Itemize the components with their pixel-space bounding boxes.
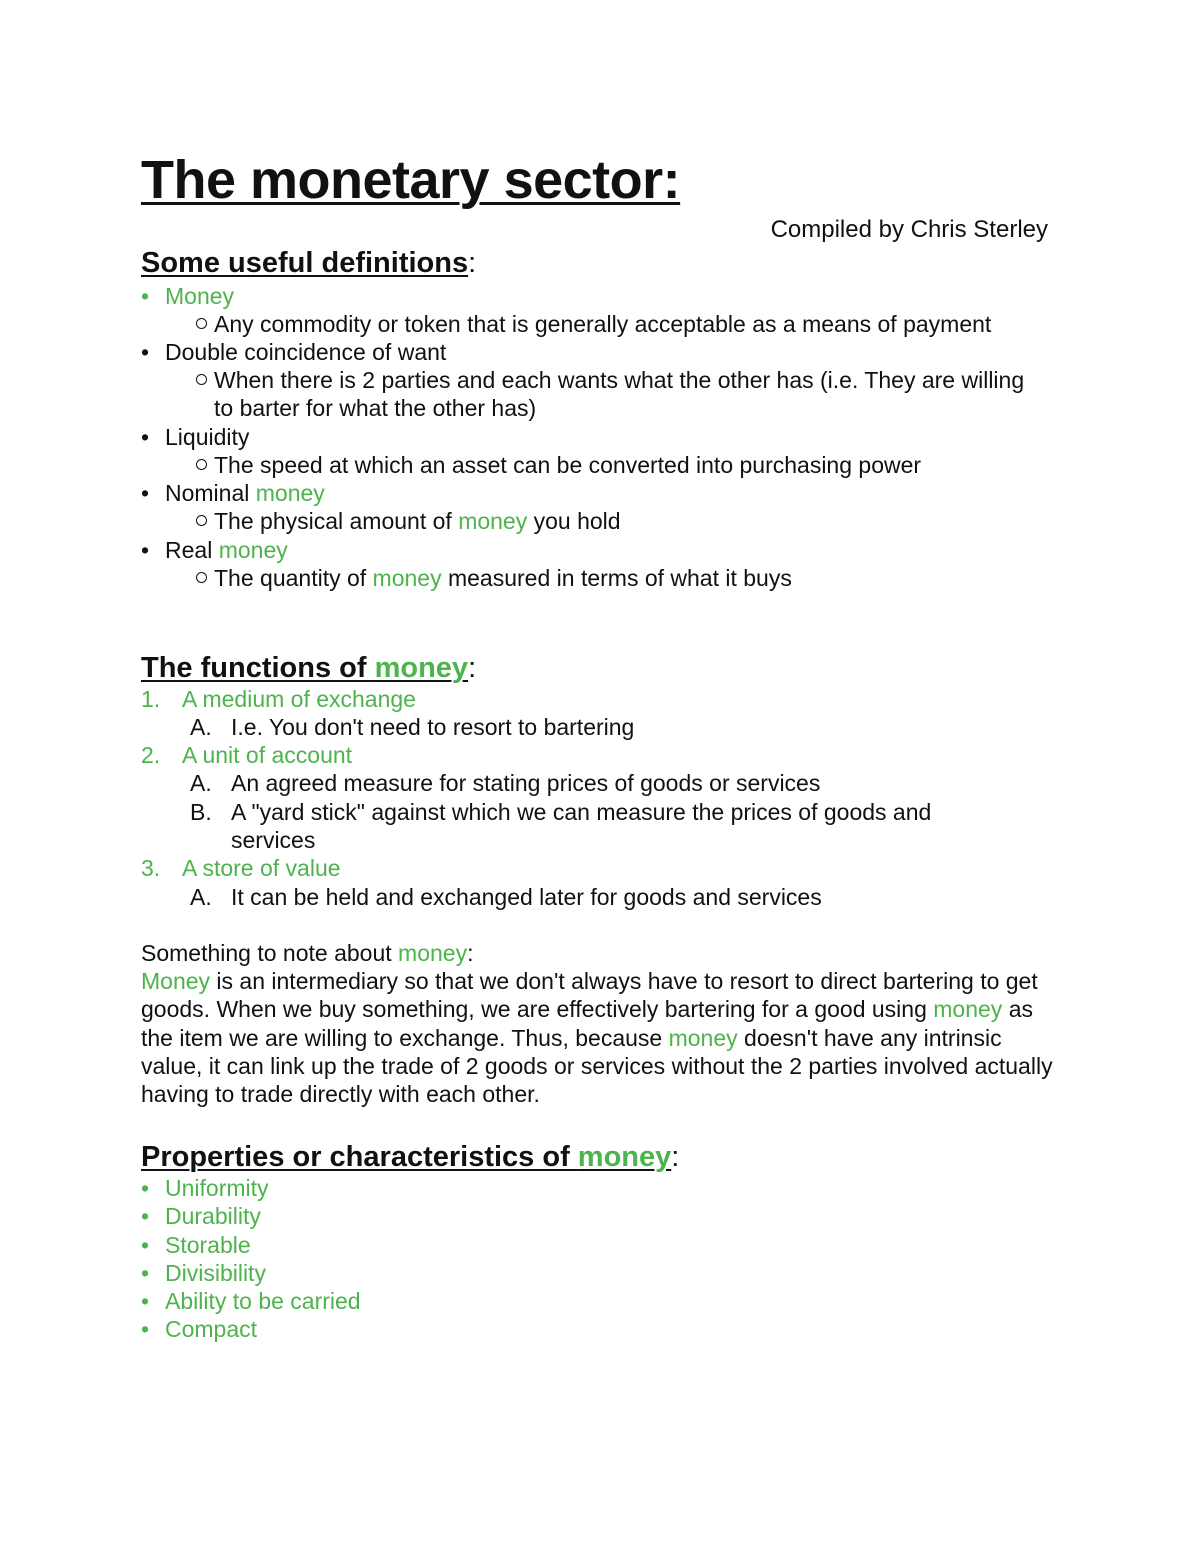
property-item: Compact (165, 1316, 258, 1342)
term-prefix: Real (165, 537, 219, 563)
property-item: Ability to be carried (165, 1288, 361, 1314)
note-label-suffix: : (467, 940, 474, 966)
bullet-marker: • (141, 1232, 150, 1258)
bullet-marker: • (141, 1288, 150, 1314)
definition-text (214, 507, 621, 535)
term-prefix: Nominal (165, 480, 256, 506)
property-item: Uniformity (165, 1175, 269, 1201)
sub-text: A "yard stick" against which we can measure the prices of goods and (231, 799, 932, 825)
list-number: 2. (141, 742, 161, 768)
function-label: A medium of exchange (182, 686, 416, 712)
definition-text: to barter for what the other has) (214, 395, 537, 421)
bullet-marker: • (141, 1175, 150, 1201)
highlight-money: Money (141, 968, 211, 994)
property-item: Storable (165, 1232, 251, 1258)
list-number: 3. (141, 855, 161, 881)
sub-text: It can be held and exchanged later for goods and services (231, 884, 822, 910)
heading-prefix: The functions of (141, 652, 375, 684)
def-highlight: money (458, 508, 528, 534)
function-label: A store of value (182, 855, 341, 881)
definition-text: Any commodity or token that is generally acceptable as a means of payment (214, 311, 992, 337)
section-heading-properties (141, 1140, 679, 1174)
bullet-marker: • (141, 424, 150, 450)
definition-text (214, 564, 792, 592)
section-heading-functions (141, 651, 476, 685)
sub-bullet-marker (196, 318, 207, 329)
highlight-money: money (933, 996, 1003, 1023)
sub-bullet-marker (196, 459, 207, 470)
bullet-marker: • (141, 1203, 150, 1229)
property-item: Divisibility (165, 1260, 266, 1286)
def-prefix: The quantity of (214, 565, 373, 591)
sub-text: An agreed measure for stating prices of goods or services (231, 770, 821, 796)
sub-letter: A. (190, 884, 212, 910)
sub-bullet-marker (196, 515, 207, 526)
def-suffix: measured in terms of what it buys (441, 565, 792, 591)
note-label-highlight: money (398, 940, 468, 966)
def-prefix: The physical amount of (214, 508, 459, 534)
definition-text: When there is 2 parties and each wants what the other has (i.e. They are willing (214, 367, 1025, 393)
bullet-marker: • (141, 537, 150, 563)
sub-bullet-marker (196, 374, 207, 385)
sub-letter: A. (190, 714, 212, 740)
function-label: A unit of account (182, 742, 353, 768)
bullet-marker: • (141, 480, 150, 506)
sub-letter: B. (190, 799, 212, 825)
note-label (141, 939, 473, 967)
sub-letter: A. (190, 770, 212, 796)
term-highlight: money (218, 537, 288, 563)
def-suffix: you hold (527, 508, 621, 534)
heading-text: Some useful definitions (141, 247, 469, 279)
paragraph-text: as the item we are willing to exchange. Thus, because (141, 996, 1033, 1051)
bullet-marker: • (141, 283, 150, 309)
sub-text: services (231, 827, 316, 853)
definition-term (165, 536, 288, 564)
bullet-marker: • (141, 1316, 150, 1342)
definition-term: Money (165, 283, 235, 309)
section-heading-definitions (141, 246, 476, 280)
highlight-money: money (668, 1024, 738, 1051)
bullet-marker: • (141, 1260, 150, 1286)
definition-term: Liquidity (165, 424, 250, 450)
paragraph-text: is an intermediary so that we don't always have to resort to direct bartering to get goods. When we buy something, we are effectively bartering for a good using (141, 968, 1038, 1023)
heading-highlight: money (577, 1141, 672, 1173)
sub-text: I.e. You don't need to resort to bartering (231, 714, 635, 740)
heading-text (141, 1141, 671, 1173)
heading-colon: : (468, 652, 477, 684)
paragraph-text: doesn't have any intrinsic value, it can link up the trade of 2 goods or services without the 2 parties involved actually having to trade directly with each other. (141, 1024, 1053, 1108)
definition-text: The speed at which an asset can be converted into purchasing power (214, 452, 922, 478)
sub-bullet-marker (196, 572, 207, 583)
note-paragraph (141, 967, 1061, 1108)
heading-highlight: money (374, 652, 469, 684)
heading-colon: : (671, 1141, 680, 1173)
list-number: 1. (141, 686, 161, 712)
definition-term (165, 479, 325, 507)
def-highlight: money (372, 565, 442, 591)
property-item: Durability (165, 1203, 261, 1229)
definition-term: Double coincidence of want (165, 339, 447, 365)
heading-text (141, 652, 468, 684)
heading-prefix: Properties or characteristics of (141, 1141, 578, 1173)
note-label-prefix: Something to note about (141, 940, 399, 966)
author-line: Compiled by Chris Sterley (770, 216, 1048, 243)
page-title: The monetary sector: (141, 150, 681, 210)
bullet-marker: • (141, 339, 150, 365)
heading-colon: : (468, 247, 477, 279)
term-highlight: money (255, 480, 325, 506)
